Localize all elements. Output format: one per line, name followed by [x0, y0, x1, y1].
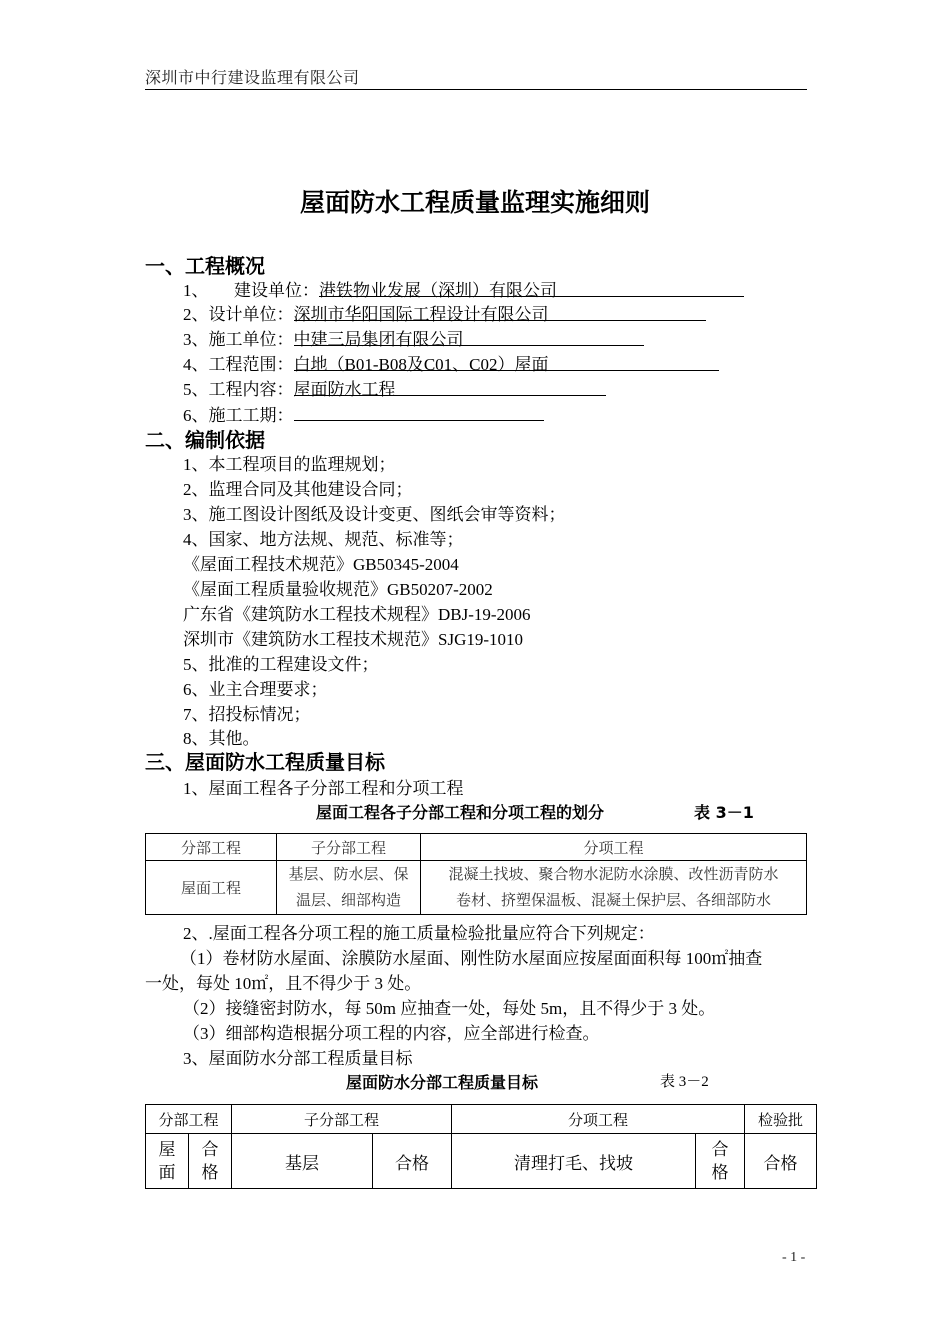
item-label: 2、设计单位： — [183, 305, 294, 324]
overview-item-scope — [183, 350, 719, 375]
cell-line: 面 — [158, 1163, 176, 1182]
page-number: - 1 - — [782, 1250, 806, 1265]
table-caption: 屋面工程各子分部工程和分项工程的划分 — [316, 803, 605, 822]
overview-item-designer — [183, 300, 706, 325]
cell-line: 卷材、挤塑保温板、混凝土保护层、各细部防水 — [455, 892, 771, 909]
table-cell — [277, 861, 421, 915]
paragraph: 1、屋面工程各子分部工程和分项工程 — [183, 779, 464, 798]
item-label: 4、工程范围： — [183, 355, 294, 374]
header-cell: 子分部工程 — [232, 1105, 452, 1134]
basis-line: 8、其他。 — [183, 729, 260, 748]
basis-line: 6、业主合理要求； — [183, 680, 328, 699]
basis-line: 《屋面工程技术规范》GB50345-2004 — [183, 555, 459, 574]
cell-line: 基层、防水层、保 — [288, 866, 409, 883]
table-number: 表 3－1 — [694, 803, 754, 822]
document-title: 屋面防水工程质量监理实施细则 — [299, 188, 650, 217]
item-value — [294, 400, 544, 421]
paragraph: 3、屋面防水分部工程质量目标 — [183, 1049, 413, 1068]
basis-line: 4、国家、地方法规、规范、标准等； — [183, 530, 464, 549]
paragraph: （2）接缝密封防水，每 50m 应抽查一处，每处 5m，且不得少于 3 处。 — [183, 999, 716, 1018]
item-value: 中建三局集团有限公司 — [294, 325, 644, 346]
table-cell — [146, 1134, 189, 1189]
table-cell: 合格 — [373, 1134, 452, 1189]
company-header: 深圳市中行建设监理有限公司 — [145, 70, 360, 87]
header-cell: 检验批 — [745, 1105, 817, 1134]
section-heading-basis: 二、编制依据 — [145, 428, 265, 452]
cell-line: 混凝土找坡、聚合物水泥防水涂膜、改性沥青防水 — [448, 866, 779, 883]
paragraph: 一处，每处 10㎡，且不得少于 3 处。 — [145, 974, 422, 993]
table-number: 表 3－2 — [660, 1074, 709, 1090]
item-label: 3、施工单位： — [183, 330, 294, 349]
table-cell — [696, 1134, 745, 1189]
item-label: 1、 建设单位： — [183, 281, 319, 300]
table-header-row — [146, 1105, 817, 1134]
cell-line: 屋 — [158, 1140, 176, 1159]
paragraph: （1）卷材防水屋面、涂膜防水屋面、刚性防水屋面应按屋面面积每 100㎡抽查 — [180, 949, 763, 968]
table-caption: 屋面防水分部工程质量目标 — [346, 1073, 539, 1092]
item-value: 港铁物业发展（深圳）有限公司 — [319, 276, 744, 297]
basis-line: 广东省《建筑防水工程技术规程》DBJ-19-2006 — [183, 605, 531, 624]
paragraph: （3）细部构造根据分项工程的内容，应全部进行检查。 — [183, 1024, 600, 1043]
cell-line: 温层、细部构造 — [295, 892, 401, 909]
table-header-row — [146, 834, 807, 861]
table-cell: 清理打毛、找坡 — [452, 1134, 696, 1189]
overview-item-contractor — [183, 325, 644, 350]
overview-item-duration — [183, 400, 544, 426]
cell-line: 合 — [711, 1140, 729, 1159]
header-cell: 分部工程 — [146, 1105, 232, 1134]
basis-line: 2、监理合同及其他建设合同； — [183, 480, 413, 499]
header-cell: 分项工程 — [421, 834, 807, 861]
table-cell: 屋面工程 — [146, 861, 277, 915]
paragraph: 2、.屋面工程各分项工程的施工质量检验批量应符合下列规定： — [183, 924, 655, 943]
table-row — [146, 861, 807, 915]
header-cell: 分部工程 — [146, 834, 277, 861]
item-value: 白地（B01-B08及C01、C02）屋面 — [294, 350, 719, 371]
cell-line: 格 — [711, 1163, 729, 1182]
cell-line: 合 — [201, 1140, 219, 1159]
overview-item-owner — [183, 276, 744, 301]
header-cell: 分项工程 — [452, 1105, 745, 1134]
basis-line: 5、批准的工程建设文件； — [183, 655, 379, 674]
subdivision-table — [145, 833, 807, 915]
basis-line: 3、施工图设计图纸及设计变更、图纸会审等资料； — [183, 505, 566, 524]
item-label: 5、工程内容： — [183, 380, 294, 399]
table-cell: 合格 — [745, 1134, 817, 1189]
header-divider — [145, 89, 807, 90]
header-cell: 子分部工程 — [277, 834, 421, 861]
table-cell — [189, 1134, 232, 1189]
basis-line: 深圳市《建筑防水工程技术规范》SJG19-1010 — [183, 630, 524, 649]
basis-line: 1、本工程项目的监理规划； — [183, 455, 396, 474]
item-label: 6、施工工期： — [183, 406, 294, 425]
table-row — [146, 1134, 817, 1189]
section-heading-quality-goal: 三、屋面防水工程质量目标 — [145, 750, 385, 774]
cell-line: 格 — [201, 1163, 219, 1182]
quality-goal-table — [145, 1104, 817, 1189]
basis-line: 7、招投标情况； — [183, 705, 311, 724]
table-cell: 基层 — [232, 1134, 373, 1189]
section-heading-overview: 一、工程概况 — [145, 254, 265, 278]
table-cell — [421, 861, 807, 915]
overview-item-content — [183, 375, 606, 400]
item-value: 深圳市华阳国际工程设计有限公司 — [294, 300, 706, 321]
basis-line: 《屋面工程质量验收规范》GB50207-2002 — [183, 580, 493, 599]
item-value: 屋面防水工程 — [294, 375, 606, 396]
